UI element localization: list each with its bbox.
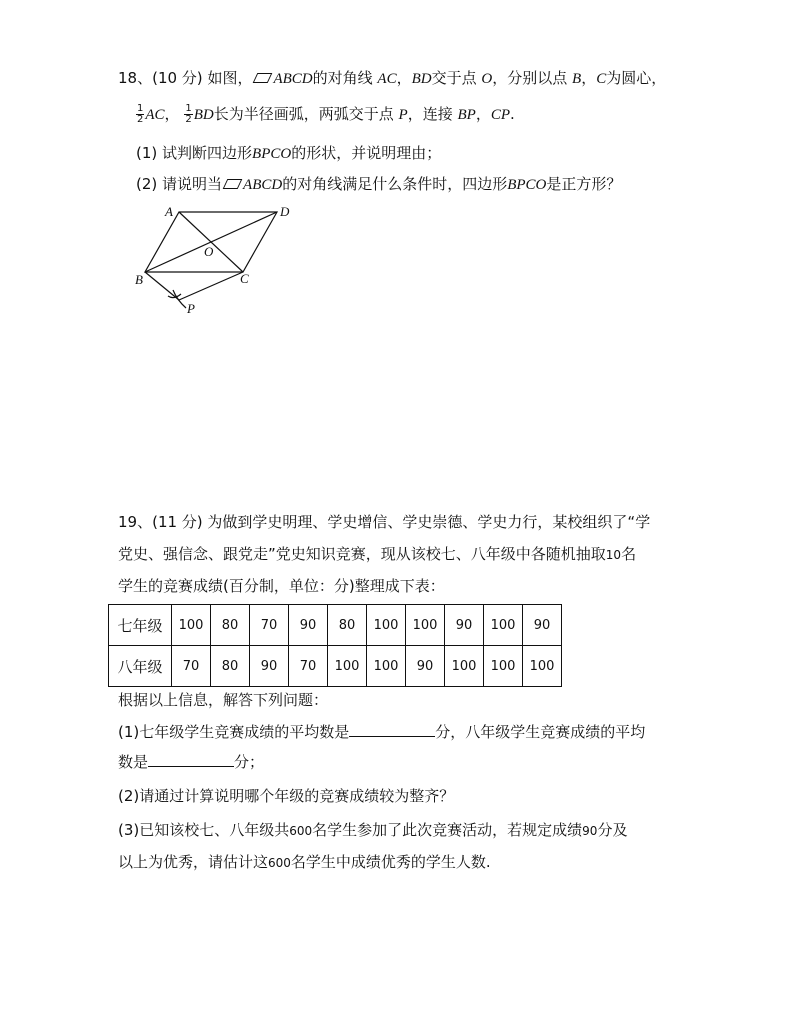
segment-cp [179, 272, 243, 300]
q18-text: 是正方形？ [546, 175, 622, 193]
q19-text: 分及 [597, 821, 628, 839]
q19-text: (3)已知该校七、八年级共 [118, 821, 290, 839]
segment-bp [145, 272, 179, 300]
table-row [109, 646, 562, 687]
grade-cell: 八年级 [109, 646, 172, 687]
score-cell: 90 [523, 605, 562, 646]
q18-text: 长为半径画弧，两弧交于点 [213, 105, 394, 123]
score-cell: 90 [406, 646, 445, 687]
label-p: P [187, 301, 195, 316]
q18-text: 的对角线满足什么条件时，四边形 [282, 175, 508, 193]
score-cell: 100 [445, 646, 484, 687]
score-cell: 100 [367, 646, 406, 687]
q19-text: 名学生参加了此次竞赛活动，若规定成绩 [312, 821, 583, 839]
q19-intro: 根据以上信息，解答下列问题： [118, 691, 329, 709]
score-table [108, 604, 562, 687]
q19-part-1-cont [118, 752, 264, 772]
comma: ， [396, 69, 412, 87]
frac-den: 2 [137, 114, 144, 125]
q19-ten: 10 [605, 548, 622, 562]
q18-sub-2 [136, 174, 621, 195]
label-c: C [240, 271, 249, 286]
cp-label: CP [490, 107, 510, 123]
q19-part-3-cont [118, 852, 491, 873]
bd-label: BD [411, 71, 432, 87]
score-cell: 100 [406, 605, 445, 646]
q18-text: 的形状，并说明理由； [291, 144, 442, 162]
grade-cell: 七年级 [109, 605, 172, 646]
score-cell: 70 [250, 605, 289, 646]
q18-text: 的对角线 [312, 69, 373, 87]
q19-text: 名 [621, 545, 637, 563]
parallelogram-figure [128, 200, 308, 325]
table-row [109, 605, 562, 646]
abcd-label: ABCD [273, 71, 313, 87]
q18-text: (1) 试判断四边形 [136, 144, 253, 162]
q19-600: 600 [289, 824, 313, 838]
bpco-label: BPCO [252, 146, 292, 162]
q18-text: ，分别以点 [492, 69, 568, 87]
answer-blank[interactable] [148, 752, 234, 767]
score-cell: 80 [211, 605, 250, 646]
q19-90: 90 [582, 824, 598, 838]
q19-part-3 [118, 820, 627, 841]
q18-line-2 [136, 104, 515, 125]
score-cell: 100 [484, 646, 523, 687]
score-cell: 90 [289, 605, 328, 646]
q19-text: 党史、强信念、跟党走”党史知识竞赛，现从该校七、八年级中各随机抽取 [118, 545, 606, 563]
frac-num: 1 [137, 103, 144, 114]
half-fraction [184, 104, 192, 125]
q18-text: ，连接 [407, 105, 453, 123]
score-cell: 100 [523, 646, 562, 687]
c-label: C [596, 71, 607, 87]
parallelogram-icon [253, 73, 273, 83]
q18-sub-1 [136, 143, 441, 164]
half-fraction [136, 104, 144, 125]
score-cell: 100 [328, 646, 367, 687]
q19-text: 分，八年级学生竞赛成绩的平均 [435, 723, 646, 741]
score-cell: 90 [445, 605, 484, 646]
score-cell: 90 [250, 646, 289, 687]
score-cell: 100 [484, 605, 523, 646]
q19-text: 名学生中成绩优秀的学生人数. [290, 853, 491, 871]
label-d: D [280, 204, 290, 219]
ac-label: AC [145, 107, 165, 123]
label-o: O [204, 244, 214, 259]
q19-line-1: 19、(11 分) 为做到学史明理、学史增信、学史崇德、学史力行，某校组织了“学 [118, 513, 651, 531]
q19-line-3: 学生的竞赛成绩(百分制，单位：分)整理成下表： [118, 577, 445, 595]
score-cell: 80 [211, 646, 250, 687]
comma: ， [164, 105, 180, 123]
comma: ， [475, 105, 491, 123]
score-cell: 70 [172, 646, 211, 687]
q19-text: 以上为优秀，请估计这 [118, 853, 269, 871]
comma: ， [581, 69, 597, 87]
o-label: O [481, 71, 493, 87]
bpco-label: BPCO [507, 177, 547, 193]
score-cell: 100 [367, 605, 406, 646]
abcd-label: ABCD [243, 177, 283, 193]
q19-text: 数是 [118, 753, 149, 771]
q18-line-1 [118, 68, 666, 89]
p-label: P [398, 107, 408, 123]
frac-num: 1 [185, 103, 192, 114]
q19-600: 600 [268, 856, 291, 870]
q19-part-1 [118, 722, 645, 742]
q18-number: 18、 [118, 69, 153, 87]
q19-text: 分； [234, 753, 265, 771]
q18-text: 交于点 [431, 69, 477, 87]
parallelogram-icon [223, 179, 243, 189]
q18-score: (10 分) [152, 69, 203, 87]
ac-label: AC [377, 71, 397, 87]
arc-c [173, 290, 186, 308]
q18-text: 如图， [207, 69, 253, 87]
score-cell: 100 [172, 605, 211, 646]
label-a: A [165, 204, 173, 219]
bp-label: BP [457, 107, 476, 123]
period: . [510, 105, 515, 123]
answer-blank[interactable] [349, 722, 435, 737]
diagonal-bd [145, 212, 277, 272]
q19-text: (1)七年级学生竞赛成绩的平均数是 [118, 723, 350, 741]
score-cell: 70 [289, 646, 328, 687]
frac-den: 2 [185, 114, 192, 125]
label-b: B [135, 272, 143, 287]
q19-part-2: (2)请通过计算说明哪个年级的竞赛成绩较为整齐？ [118, 787, 455, 805]
score-cell: 80 [328, 605, 367, 646]
q18-text: 为圆心， [606, 69, 667, 87]
q18-text: (2) 请说明当 [136, 175, 223, 193]
q19-line-2 [118, 544, 636, 565]
bd-label: BD [193, 107, 214, 123]
b-label: B [572, 71, 582, 87]
